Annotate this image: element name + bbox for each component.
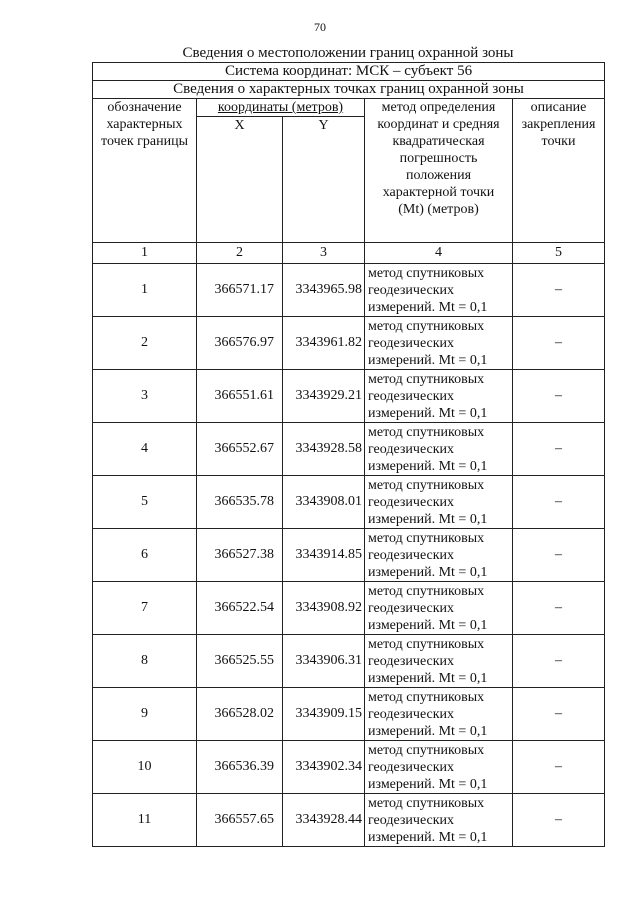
table-row [93,688,605,741]
boundary-points-table [92,62,605,847]
method-line-3: измерений. Mt = 0,1 [368,511,488,527]
column-number: 4 [365,243,513,264]
table-row [93,423,605,476]
header-coordinates [197,99,365,117]
method-line-3: измерений. Mt = 0,1 [368,299,488,315]
point-description: – [513,688,605,741]
method-line-2: геодезических [368,706,455,722]
point-number: 2 [93,317,197,370]
method-cell [365,741,513,794]
point-description: – [513,370,605,423]
coordinate-x: 366536.39 [197,741,283,794]
table-row [93,370,605,423]
method-line-3: измерений. Mt = 0,1 [368,829,488,845]
method-line-2: геодезических [368,388,455,404]
coordinate-y: 3343908.92 [283,582,365,635]
coordinate-x: 366576.97 [197,317,283,370]
coordinate-x: 366551.61 [197,370,283,423]
point-number: 5 [93,476,197,529]
coordinate-y: 3343929.21 [283,370,365,423]
coordinate-x: 366527.38 [197,529,283,582]
coordinate-x: 366525.55 [197,635,283,688]
method-line-2: геодезических [368,282,455,298]
coordinate-x: 366557.65 [197,794,283,847]
coordinate-y: 3343902.34 [283,741,365,794]
column-numbers-row [93,243,605,264]
method-line-2: геодезических [368,812,455,828]
method-line-1: метод спутниковых [368,795,485,811]
document-title: Сведения о местоположении границ охранной зоны [182,45,514,61]
method-line-1: метод спутниковых [368,371,485,387]
method-cell [365,370,513,423]
header-description: описание закрепления точки [513,99,605,243]
coordinate-y: 3343906.31 [283,635,365,688]
method-cell [365,794,513,847]
coordinate-y: 3343928.58 [283,423,365,476]
method-line-1: метод спутниковых [368,424,485,440]
method-line-2: геодезических [368,759,455,775]
point-description: – [513,741,605,794]
column-number: 1 [93,243,197,264]
table-row [93,317,605,370]
column-number: 3 [283,243,365,264]
coordinate-y: 3343961.82 [283,317,365,370]
method-cell [365,476,513,529]
section-title: Сведения о характерных точках границ охранной зоны [93,81,605,99]
coordinate-x: 366535.78 [197,476,283,529]
table-row [93,476,605,529]
coordinate-system-row [93,63,605,81]
method-line-3: измерений. Mt = 0,1 [368,776,488,792]
coordinate-system-label: Система координат: МСК – субъект 56 [93,63,605,81]
point-number: 7 [93,582,197,635]
section-title-row [93,81,605,99]
method-line-1: метод спутниковых [368,477,485,493]
method-line-2: геодезических [368,653,455,669]
method-line-1: метод спутниковых [368,689,485,705]
method-line-3: измерений. Mt = 0,1 [368,405,488,421]
point-number: 1 [93,264,197,317]
method-line-1: метод спутниковых [368,636,485,652]
table-row [93,794,605,847]
point-number: 3 [93,370,197,423]
coordinate-x: 366571.17 [197,264,283,317]
coordinate-y: 3343928.44 [283,794,365,847]
method-line-1: метод спутниковых [368,530,485,546]
table-row [93,529,605,582]
method-line-3: измерений. Mt = 0,1 [368,670,488,686]
method-line-2: геодезических [368,441,455,457]
header-x: X [197,117,283,243]
header-method: метод определения координат и средняя квадратическая погрешность положения характерной точки (Mt) (метров) [365,99,513,243]
point-description: – [513,317,605,370]
coordinate-x: 366528.02 [197,688,283,741]
point-description: – [513,794,605,847]
header-y: Y [283,117,365,243]
point-description: – [513,423,605,476]
method-line-2: геодезических [368,547,455,563]
header-coordinates-label: координаты (метров) [217,100,344,115]
method-cell [365,635,513,688]
header-designation: обозначение характерных точек границы [93,99,197,243]
column-number: 5 [513,243,605,264]
point-number: 11 [93,794,197,847]
table-row [93,582,605,635]
point-description: – [513,582,605,635]
table-row [93,635,605,688]
table-row [93,264,605,317]
method-line-3: измерений. Mt = 0,1 [368,352,488,368]
point-number: 9 [93,688,197,741]
coordinate-x: 366552.67 [197,423,283,476]
method-cell [365,264,513,317]
coordinate-y: 3343909.15 [283,688,365,741]
coordinate-y: 3343908.01 [283,476,365,529]
method-cell [365,529,513,582]
point-description: – [513,476,605,529]
point-description: – [513,635,605,688]
method-line-3: измерений. Mt = 0,1 [368,564,488,580]
method-line-3: измерений. Mt = 0,1 [368,458,488,474]
coordinate-y: 3343965.98 [283,264,365,317]
table-row [93,741,605,794]
method-cell [365,317,513,370]
method-line-3: измерений. Mt = 0,1 [368,617,488,633]
coordinate-x: 366522.54 [197,582,283,635]
method-line-3: измерений. Mt = 0,1 [368,723,488,739]
method-cell [365,688,513,741]
method-line-2: геодезических [368,600,455,616]
method-line-2: геодезических [368,335,455,351]
method-line-1: метод спутниковых [368,265,485,281]
point-number: 4 [93,423,197,476]
coordinate-y: 3343914.85 [283,529,365,582]
point-description: – [513,264,605,317]
point-number: 8 [93,635,197,688]
method-line-2: геодезических [368,494,455,510]
method-cell [365,582,513,635]
method-line-1: метод спутниковых [368,318,485,334]
method-cell [365,423,513,476]
point-number: 6 [93,529,197,582]
header-row [93,99,605,117]
column-number: 2 [197,243,283,264]
page-number: 70 [314,20,326,34]
point-description: – [513,529,605,582]
method-line-1: метод спутниковых [368,742,485,758]
method-line-1: метод спутниковых [368,583,485,599]
point-number: 10 [93,741,197,794]
